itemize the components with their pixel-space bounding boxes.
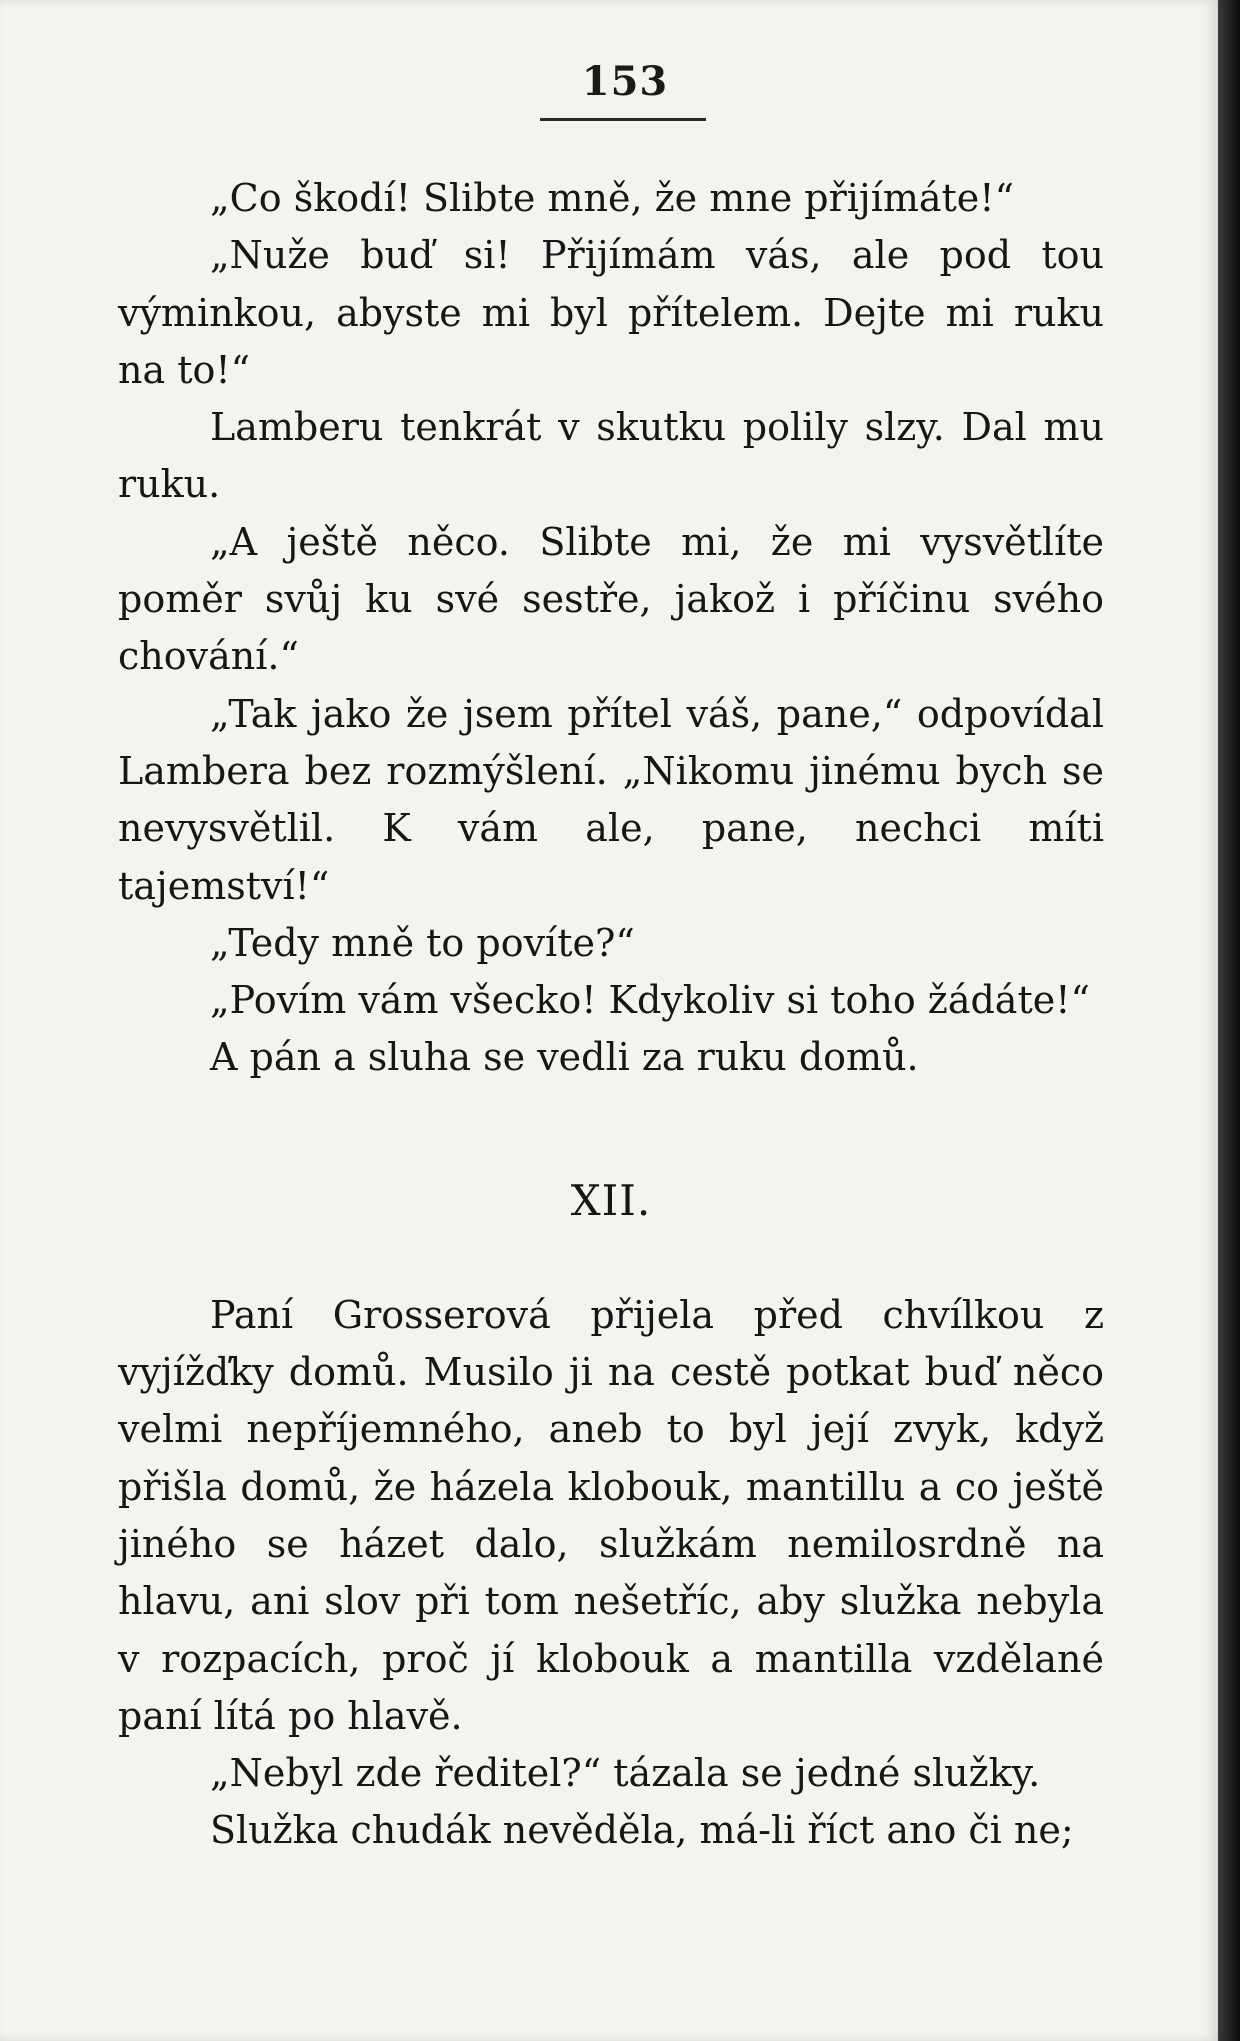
paragraph: „Nebyl zde ředitel?“ tázala se jedné služky. [210, 1751, 1041, 1796]
paragraph: „Nuže buď si! Přijímám vás, ale pod tou výminkou, abyste mi byl přítelem. Dejte mi ruku na to!“ [118, 233, 1104, 392]
header-rule [540, 118, 706, 121]
paragraph: Služka chudák nevěděla, má-li říct ano či ne; [210, 1808, 1074, 1853]
paragraph: „Co škodí! Slibte mně, že mne přijímáte!“ [210, 176, 1014, 220]
paragraph: Paní Grosserová přijela před chvílkou z vyjížďky domů. Musilo ji na cestě potkat buď něco velmi nepříjemného, aneb to byl její zvyk, když přišla domů, že házela klobouk, mantillu a co ještě jiného se házet dalo, služkám nemilosrdně na hlavu, ani slov při tom nešetříc, aby služka nebyla v rozpacích, proč jí klobouk a mantilla vzdělané paní lítá po hlavě. [118, 1292, 1104, 1738]
page-number: 153 [581, 58, 669, 105]
paragraph: „Tak jako že jsem přítel váš, pane,“ odpovídal Lambera bez rozmýšlení. „Nikomu jinému bych se nevysvětlil. K vám ale, pane, nechci míti tajemství!“ [118, 691, 1104, 908]
body-text [118, 170, 1104, 1860]
page-edge-shadow [1218, 0, 1240, 2041]
paragraph: „Tedy mně to povíte?“ [210, 920, 635, 965]
paragraph: „A ještě něco. Slibte mi, že mi vysvětlíte poměr svůj ku své sestře, jakož i příčinu svého chování.“ [118, 519, 1104, 679]
chapter-heading: XII. [570, 1175, 652, 1225]
paragraph: A pán a sluha se vedli za ruku domů. [210, 1035, 919, 1080]
paragraph: „Povím vám všecko! Kdykoliv si toho žádáte!“ [210, 978, 1090, 1023]
paragraph: Lamberu tenkrát v skutku polily slzy. Dal mu ruku. [118, 405, 1104, 507]
